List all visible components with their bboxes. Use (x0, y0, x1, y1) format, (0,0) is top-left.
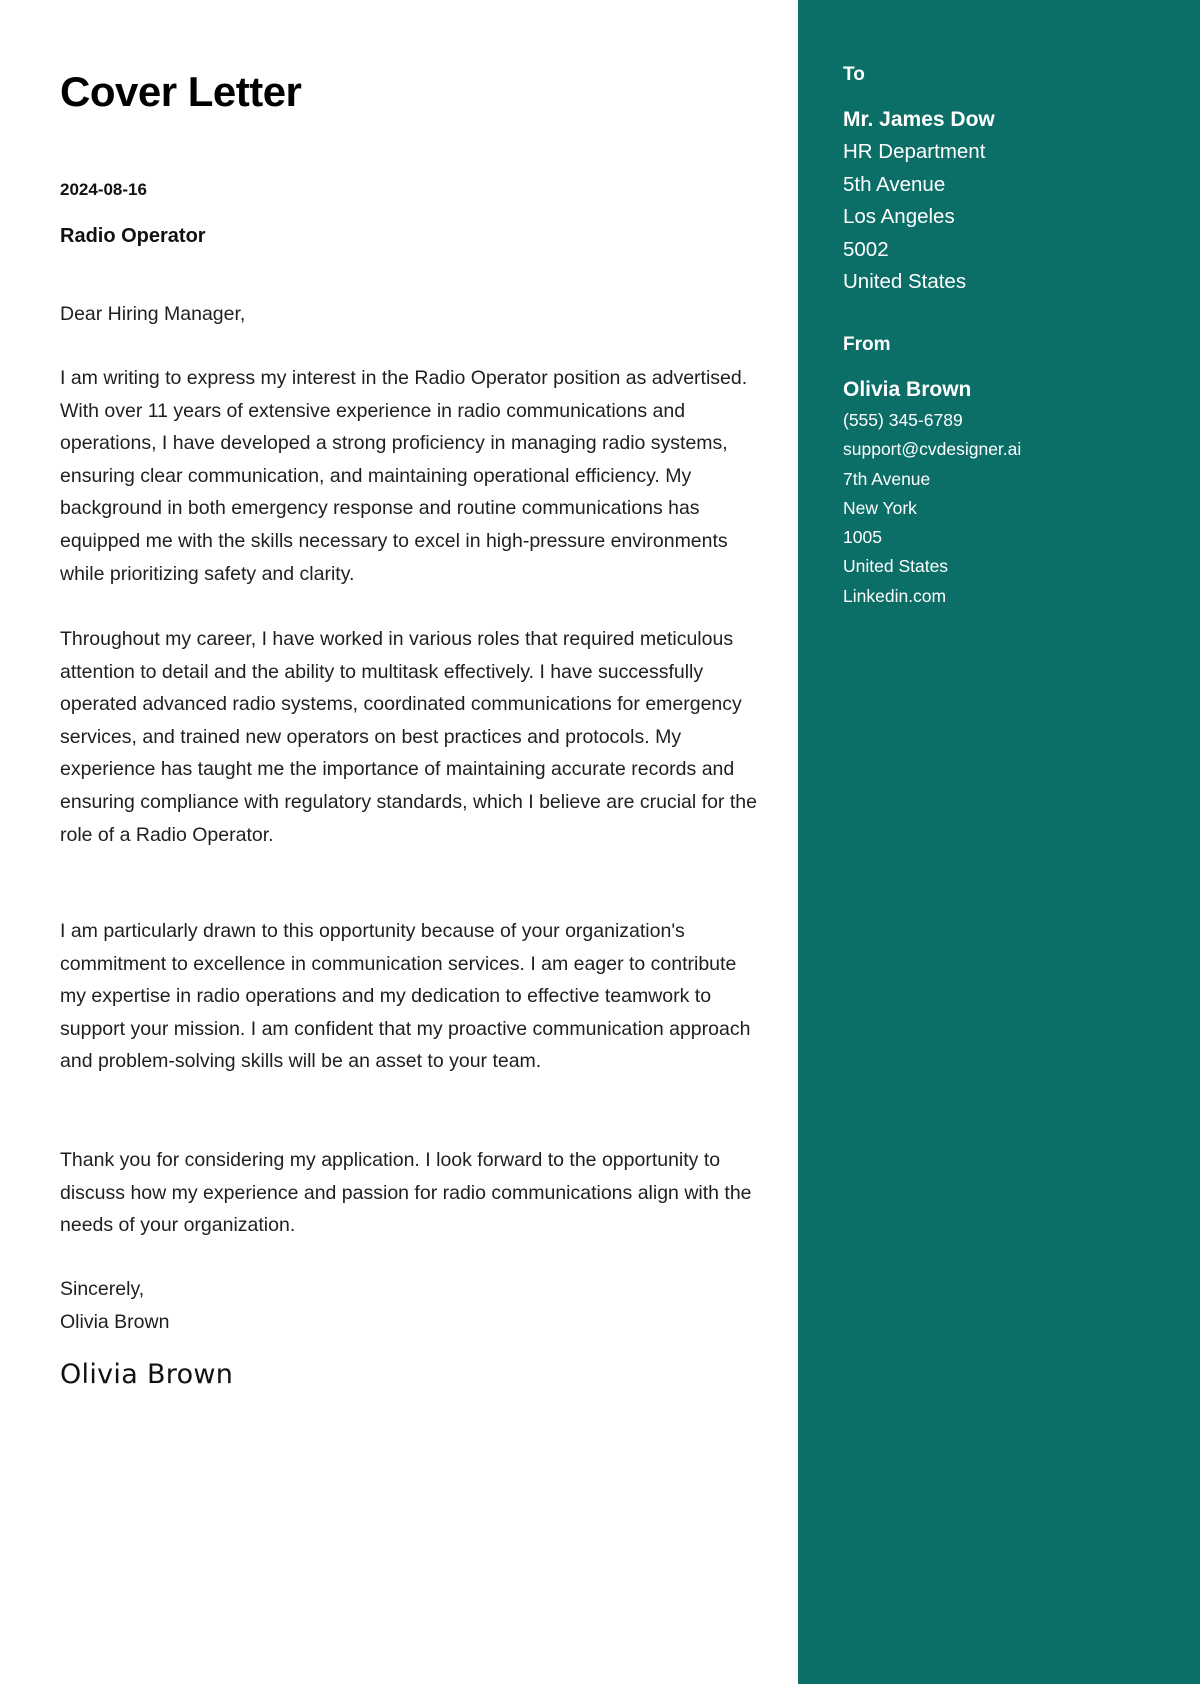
recipient-address (843, 136, 985, 299)
paragraph-motivation: I am particularly drawn to this opportunity because of your organization's commitment to excellence in communication services. I am eager to contribute my expertise in radio operations and my dedication to effective teamwork to support your mission. I am confident that my proactive communication approach and problem-solving skills will be an asset to your team. (60, 920, 751, 1073)
closing-phrase: Sincerely, (60, 1278, 145, 1300)
sender-name: Olivia Brown (60, 1311, 170, 1333)
sender-email[interactable]: support@cvdesigner.ai (843, 439, 1022, 460)
letter-date: 2024-08-16 (60, 180, 147, 199)
letter-title: Cover Letter (60, 68, 302, 115)
recipient-postal-code: 5002 (843, 237, 889, 261)
paragraph-introduction: I am writing to express my interest in the Radio Operator position as advertised. With over 11 years of extensive experience in radio communications and operations, I have developed a strong proficiency in managing radio systems, ensuring clear communication, and maintaining operational efficiency. My background in both emergency response and routine communications has equipped me with the skills necessary to excel in high-pressure environments while prioritizing safety and clarity. (60, 367, 748, 585)
sender-contact-details (843, 406, 1021, 611)
sender-phone[interactable]: (555) 345-6789 (843, 410, 963, 430)
job-position: Radio Operator (60, 225, 206, 247)
signature: Olivia Brown (60, 1359, 234, 1390)
sender-country: United States (843, 556, 949, 577)
sender-heading: From (843, 334, 891, 355)
sender-street: 7th Avenue (843, 468, 931, 489)
paragraph-closing: Thank you for considering my application. I look forward to the opportunity to discuss how my experience and passion for radio communications align with the needs of your organization. (60, 1149, 752, 1237)
sender-name-sidebar: Olivia Brown (843, 378, 972, 401)
recipient-country: United States (843, 270, 967, 294)
salutation: Dear Hiring Manager, (60, 303, 246, 325)
paragraph-experience: Throughout my career, I have worked in various roles that required meticulous attention to detail and the ability to multitask effectively. I have successfully operated advanced radio systems, coordinated communications for emergency services, and trained new operators on best practices and protocols. My experience has taught me the importance of maintaining accurate records and ensuring compliance with regulatory standards, which I believe are crucial for the role of a Radio Operator. (60, 628, 757, 846)
recipient-name: Mr. James Dow (843, 108, 995, 131)
contact-sidebar (798, 0, 1200, 1684)
recipient-city: Los Angeles (843, 205, 955, 229)
recipient-department: HR Department (843, 140, 986, 163)
recipient-heading: To (843, 64, 865, 85)
sender-linkedin-link[interactable]: Linkedin.com (843, 585, 947, 606)
sender-postal-code: 1005 (843, 527, 882, 548)
recipient-street: 5th Avenue (843, 172, 946, 196)
sender-city: New York (843, 497, 917, 518)
